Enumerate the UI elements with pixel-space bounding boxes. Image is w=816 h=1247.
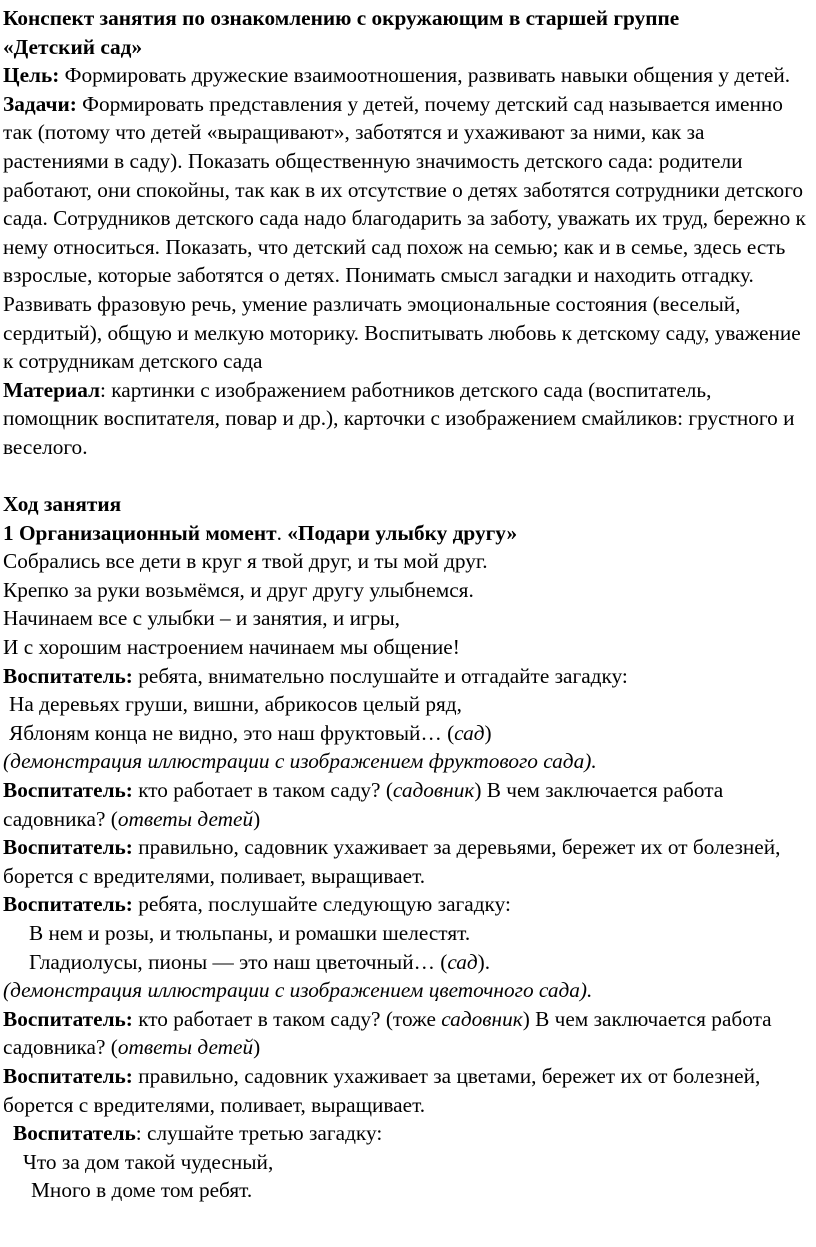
speaker-label: Воспитатель: [3,778,133,803]
riddle-line: Яблоням конца не видно, это наш фруктовый… (сад) [9,720,492,745]
demonstration-note: (демонстрация иллюстрации с изображением цветочного сада). [3,978,593,1003]
section-heading: 1 Организационный момент. «Подари улыбку другу» [3,520,518,545]
demonstration-note: (демонстрация иллюстрации с изображением фруктового сада). [3,749,597,774]
speaker-label: Воспитатель: [3,1063,133,1088]
goal-text: Формировать дружеские взаимоотношения, развивать навыки общения у детей. [64,63,791,88]
course-heading: Ход занятия [3,492,122,517]
riddle-answer: сад [447,949,478,974]
material-text: : картинки с изображением работников детского сада (воспитатель, помощник воспитателя, повар и др.), карточки с изображением смайликов: грустного и веселого. [3,377,795,459]
poem-line: Начинаем все с улыбки – и занятия, и игры, [3,606,400,631]
tasks-label: Задачи: [3,91,77,116]
poem-line: Крепко за руки возьмёмся, и друг другу улыбнемся. [3,577,474,602]
teacher-question: Воспитатель: кто работает в таком саду? (тоже садовник) В чем заключается работа садовника? (ответы детей) [3,1006,772,1060]
speaker-label: Воспитатель: [3,892,133,917]
goal-paragraph [3,61,812,90]
speaker-label: Воспитатель: [3,663,133,688]
document-title: Конспект занятия по ознакомлению с окружающим в старшей группе [3,6,680,30]
material-paragraph [3,376,812,462]
document-title-topic: «Детский сад» [3,34,143,59]
riddle-line: Много в доме том ребят. [31,1178,253,1203]
teacher-answer: Воспитатель: правильно, садовник ухаживает за цветами, бережет их от болезней, борется с вредителями, поливает, выращивает. [3,1063,761,1117]
riddle-line: Что за дом такой чудесный, [23,1149,274,1174]
teacher-question: Воспитатель: кто работает в таком саду? (садовник) В чем заключается работа садовника? (ответы детей) [3,778,724,831]
speaker-label: Воспитатель: [3,835,133,860]
poem-line: И с хорошим настроением начинаем мы общение! [3,635,460,660]
speaker-label: Воспитатель: [3,1006,133,1031]
teacher-riddle3-intro: Воспитатель: слушайте третью загадку: [13,1121,383,1146]
speaker-label: Воспитатель [13,1121,136,1146]
riddle-line: В нем и розы, и тюльпаны, и ромашки шелестят. [29,921,471,945]
teacher-riddle2-intro: Воспитатель: ребята, послушайте следующую загадку: [3,892,511,917]
tasks-text: Формировать представления у детей, почему детский сад называется именно так (потому что детей «выращивают», заботятся и ухаживают за ними, как за растениями в саду). Показать общественную значимость детского сада: родители работают, они спокойны, так как в их отсутствие о детях заботятся сотрудники детского сада. Сотрудников детского сада надо благодарить за заботу, уважать их труд, бережно к нему относиться. Показать, что детский сад похож на семью; как и в семье, здесь есть взрослые, которые заботятся о детях. Понимать смысл загадки и находить отгадку. Развивать фразовую речь, умение различать эмоциональные состояния (веселый, сердитый), общую и мелкую моторику. Воспитывать любовь к детскому саду, уважение к сотрудникам детского сада [3,91,806,374]
teacher-riddle1-intro: Воспитатель: ребята, внимательно послушайте и отгадайте загадку: [3,663,628,688]
blank-line [3,462,812,491]
riddle-answer: сад [454,720,485,745]
poem-line: Собрались все дети в круг я твой друг, и ты мой друг. [3,549,488,574]
teacher-answer: Воспитатель: правильно, садовник ухаживает за деревьями, бережет их от болезней, борется с вредителями, поливает, выращивает. [3,835,781,888]
goal-label: Цель: [3,63,60,88]
material-label: Материал [3,377,101,402]
riddle-line: Гладиолусы, пионы — это наш цветочный… (сад). [29,949,491,974]
riddle-line: На деревьях груши, вишни, абрикосов целый ряд, [9,692,462,717]
tasks-paragraph [3,90,812,376]
